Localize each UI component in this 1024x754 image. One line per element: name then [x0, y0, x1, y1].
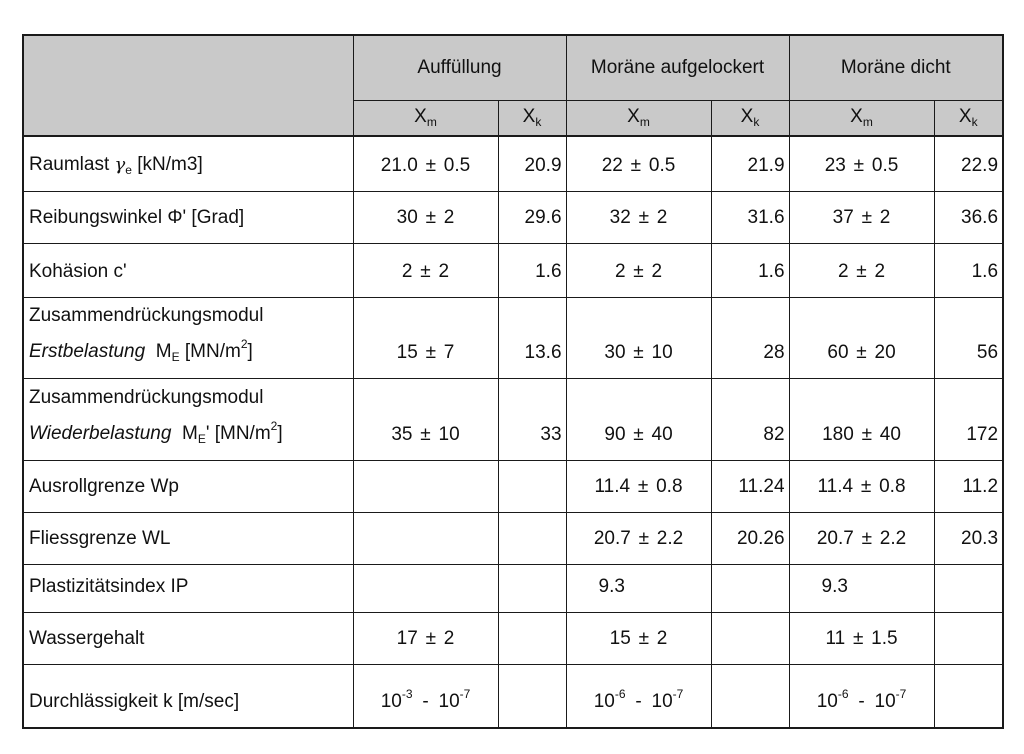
mean-value: 37 ± 2 — [789, 191, 934, 243]
char-value — [934, 664, 1003, 728]
char-value: 20.3 — [934, 512, 1003, 564]
mean-value: 11.4 ± 0.8 — [566, 460, 711, 512]
xk-header: $X_k$ — [934, 100, 1003, 136]
mean-value: 180 ± 40 — [789, 378, 934, 460]
char-value — [498, 612, 566, 664]
mean-value: 30 ± 2 — [353, 191, 498, 243]
row-label: Raumlast $\gamma_e$ [kN/m3] — [23, 136, 353, 191]
mean-value: $10^{-6} - 10^{-7}$ — [789, 664, 934, 728]
mean-value: 32 ± 2 — [566, 191, 711, 243]
mean-value: 17 ± 2 — [353, 612, 498, 664]
char-value — [711, 664, 789, 728]
mean-value: 60 ± 20 — [789, 297, 934, 378]
row-label: Kohäsion c' — [23, 243, 353, 297]
row-label: Plastizitätsindex IP — [23, 564, 353, 612]
mean-value: 11 ± 1.5 — [789, 612, 934, 664]
soil-parameter-table — [22, 34, 1004, 729]
row-label: Ausrollgrenze Wp — [23, 460, 353, 512]
mean-value — [353, 564, 498, 612]
char-value — [498, 664, 566, 728]
char-value: 11.24 — [711, 460, 789, 512]
table-row — [23, 297, 1003, 378]
table-row — [23, 564, 1003, 612]
mean-value: 90 ± 40 — [566, 378, 711, 460]
char-value: 11.2 — [934, 460, 1003, 512]
char-value: 1.6 — [711, 243, 789, 297]
char-value: 82 — [711, 378, 789, 460]
char-value — [498, 564, 566, 612]
group-header-auffuellung: Auffüllung — [353, 35, 566, 100]
char-value: 1.6 — [934, 243, 1003, 297]
char-value: 20.9 — [498, 136, 566, 191]
row-label: Zusammendrückungsmodul Erstbelastung $M_E$ $[MN/m^2]$ — [23, 297, 353, 378]
group-header-moraene-aufgelockert: Moräne aufgelockert — [566, 35, 789, 100]
table-row — [23, 664, 1003, 728]
mean-value: $10^{-3} - 10^{-7}$ — [353, 664, 498, 728]
mean-value: 9.3 — [566, 564, 711, 612]
table-row — [23, 460, 1003, 512]
char-value: 31.6 — [711, 191, 789, 243]
mean-value: 23 ± 0.5 — [789, 136, 934, 191]
mean-value: 15 ± 7 — [353, 297, 498, 378]
char-value: 1.6 — [498, 243, 566, 297]
char-value: 13.6 — [498, 297, 566, 378]
xm-header: $X_m$ — [789, 100, 934, 136]
mean-value: 20.7 ± 2.2 — [789, 512, 934, 564]
table-header — [23, 35, 1003, 136]
mean-value: 2 ± 2 — [566, 243, 711, 297]
mean-value: 30 ± 10 — [566, 297, 711, 378]
mean-value: 2 ± 2 — [353, 243, 498, 297]
char-value: 172 — [934, 378, 1003, 460]
char-value: 20.26 — [711, 512, 789, 564]
mean-value: 21.0 ± 0.5 — [353, 136, 498, 191]
row-label: Reibungswinkel Φ' [Grad] — [23, 191, 353, 243]
table-row — [23, 191, 1003, 243]
char-value: 36.6 — [934, 191, 1003, 243]
char-value — [711, 612, 789, 664]
char-value: 21.9 — [711, 136, 789, 191]
char-value: 29.6 — [498, 191, 566, 243]
char-value: 56 — [934, 297, 1003, 378]
xm-header: $X_m$ — [566, 100, 711, 136]
mean-value: 11.4 ± 0.8 — [789, 460, 934, 512]
xm-header: $X_m$ — [353, 100, 498, 136]
table-row — [23, 612, 1003, 664]
xk-header: $X_k$ — [498, 100, 566, 136]
char-value — [934, 564, 1003, 612]
xk-header: $X_k$ — [711, 100, 789, 136]
char-value: 22.9 — [934, 136, 1003, 191]
row-label: Wassergehalt — [23, 612, 353, 664]
row-label: Fliessgrenze WL — [23, 512, 353, 564]
char-value: 28 — [711, 297, 789, 378]
mean-value: 9.3 — [789, 564, 934, 612]
mean-value — [353, 512, 498, 564]
group-header-moraene-dicht: Moräne dicht — [789, 35, 1003, 100]
mean-value: 15 ± 2 — [566, 612, 711, 664]
mean-value: 2 ± 2 — [789, 243, 934, 297]
table-row — [23, 243, 1003, 297]
row-label: Zusammendrückungsmodul Wiederbelastung $M_E'$ $[MN/m^2]$ — [23, 378, 353, 460]
header-corner — [23, 35, 353, 136]
mean-value: $10^{-6} - 10^{-7}$ — [566, 664, 711, 728]
mean-value: 35 ± 10 — [353, 378, 498, 460]
row-label: Durchlässigkeit k [m/sec] — [23, 664, 353, 728]
table-body — [23, 136, 1003, 728]
char-value — [934, 612, 1003, 664]
mean-value — [353, 460, 498, 512]
mean-value: 22 ± 0.5 — [566, 136, 711, 191]
char-value — [498, 512, 566, 564]
char-value — [711, 564, 789, 612]
table-row — [23, 378, 1003, 460]
char-value — [498, 460, 566, 512]
char-value: 33 — [498, 378, 566, 460]
table-row — [23, 512, 1003, 564]
mean-value: 20.7 ± 2.2 — [566, 512, 711, 564]
table-row — [23, 136, 1003, 191]
